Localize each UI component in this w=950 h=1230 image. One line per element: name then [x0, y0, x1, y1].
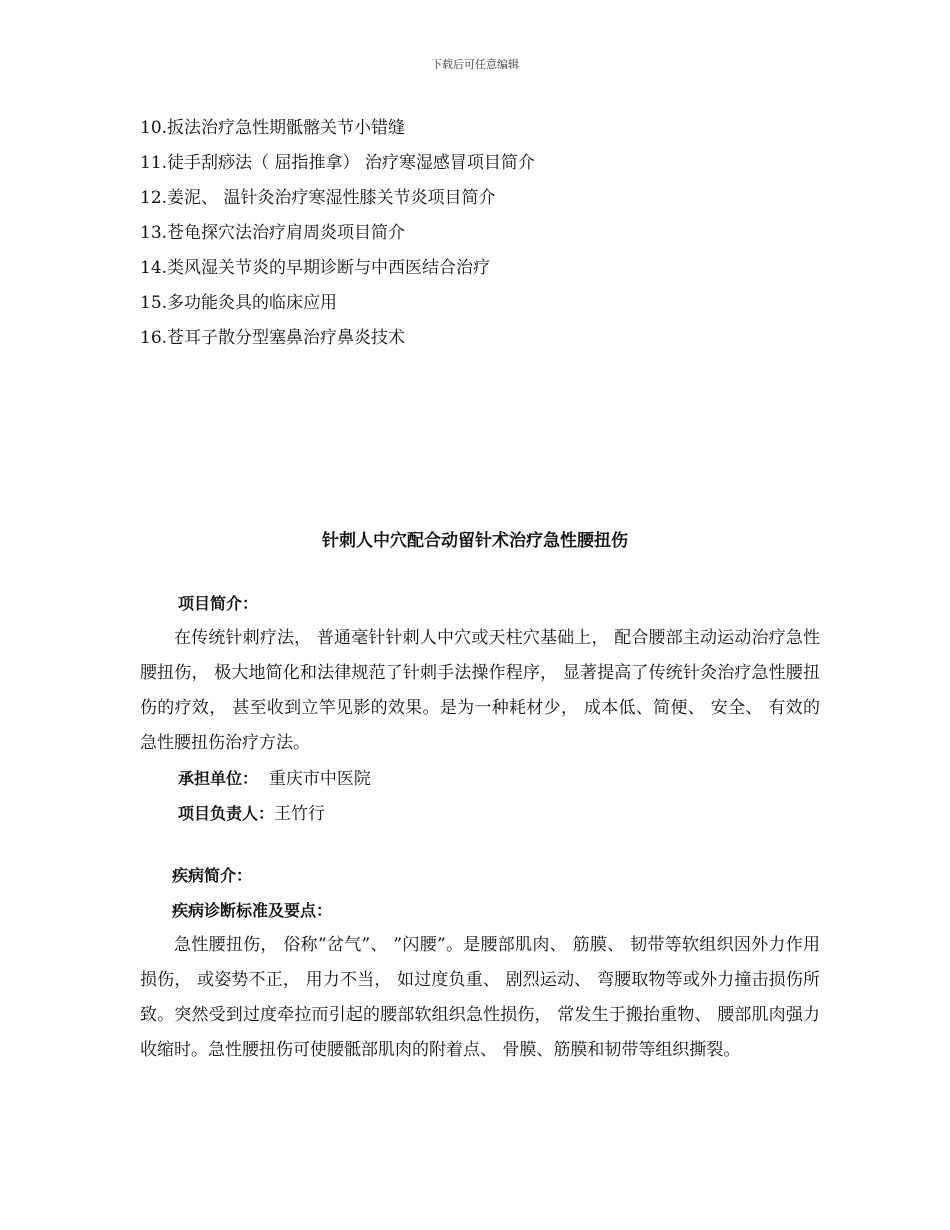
unit-label: 承担单位：	[178, 769, 259, 788]
list-item: 11.徒手刮痧法（ 屈指推拿） 治疗寒湿感冒项目简介	[140, 153, 535, 173]
diagnosis-text: 急性腰扭伤， 俗称”岔气”、 ”闪腰”。是腰部肌肉、 筋膜、 韧带等软组织因外力作用损伤， 或姿势不正， 用力不当， 如过度负重、 剧烈运动、 弯腰取物等或外力撞击损伤所致。突然受到过度牵拉而引起的腰部软组织急性损伤， 常发生于搬抬重物、 腰部肌肉强力收缩时。急性腰扭伤可使腰骶部肌肉的附着点、 骨膜、筋膜和韧带等组织撕裂。	[140, 935, 820, 1060]
page-header: 下载后可任意编辑	[431, 58, 519, 71]
disease-intro-heading: 疾病简介：	[172, 866, 253, 885]
list-item: 13.苍龟探穴法治疗肩周炎项目简介	[140, 223, 406, 243]
project-intro-heading: 项目简介：	[178, 594, 259, 613]
project-intro-section	[140, 586, 820, 831]
leader-row	[140, 796, 820, 831]
disease-section	[140, 858, 820, 1068]
list-item: 15.多功能灸具的临床应用	[140, 293, 338, 313]
project-intro-text: 在传统针刺疗法， 普通毫针针刺人中穴或天柱穴基础上， 配合腰部主动运动治疗急性腰扭伤， 极大地简化和法律规范了针刺手法操作程序， 显著提高了传统针灸治疗急性腰扭伤的疗效， 甚至收到立竿见影的效果。是为一种耗材少， 成本低、简便、 安全、 有效的急性腰扭伤治疗方法。	[140, 628, 820, 753]
leader-value: 王竹行	[274, 804, 326, 824]
article-title: 针刺人中穴配合动留针术治疗急性腰扭伤	[322, 531, 628, 551]
list-item: 14.类风湿关节炎的早期诊断与中西医结合治疗	[140, 258, 491, 278]
project-list	[140, 111, 820, 356]
diagnosis-heading: 疾病诊断标准及要点：	[172, 901, 333, 920]
list-item: 10.扳法治疗急性期骶髂关节小错缝	[140, 118, 406, 138]
unit-row	[140, 761, 820, 796]
leader-label: 项目负责人：	[178, 804, 275, 823]
list-item: 12.姜泥、 温针灸治疗寒湿性膝关节炎项目简介	[140, 188, 496, 208]
list-item: 16.苍耳子散分型塞鼻治疗鼻炎技术	[140, 328, 406, 348]
unit-value: 重庆市中医院	[258, 769, 371, 789]
